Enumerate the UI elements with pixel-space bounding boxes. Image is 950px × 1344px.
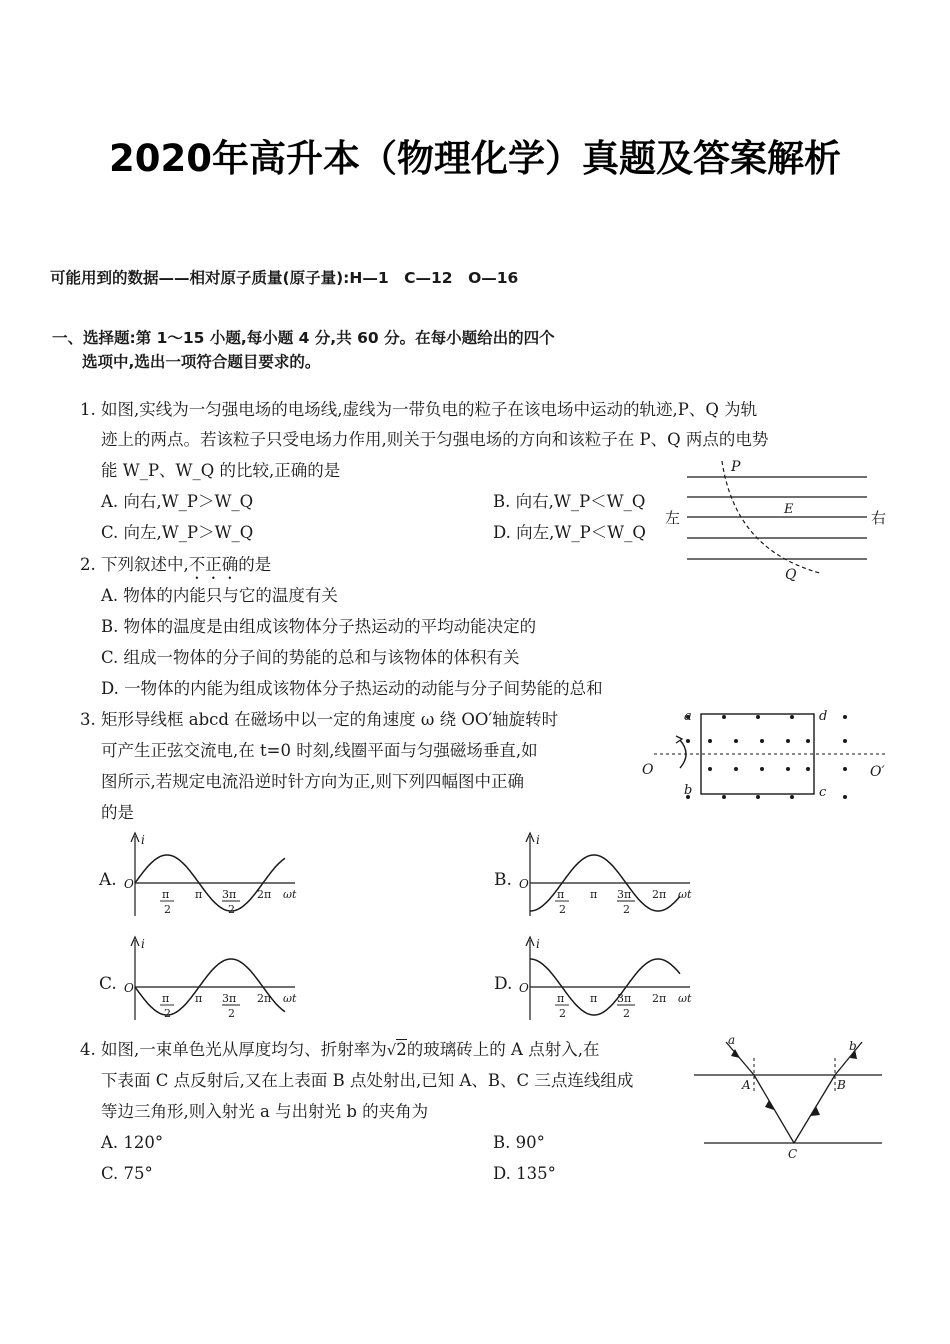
q4-option-d: D. 135° [493,1164,556,1183]
point-q-label: Q [785,567,797,583]
corner-b-label: b [684,783,693,798]
q2-option-d: D. 一物体的内能为组成该物体分子热运动的动能与分子间势能的总和 [101,679,603,698]
tick-three-half-pi-den: 2 [228,903,235,916]
tick-half-pi-den: 2 [164,903,171,916]
axis-o-prime-label: O′ [870,764,885,780]
tick-three-half-pi-den: 2 [623,1007,630,1020]
axis-wt-label: ωt [283,992,297,1005]
q4-stem-line3: 等边三角形,则入射光 a 与出射光 b 的夹角为 [101,1102,429,1121]
tick-three-half-pi-num: 3π [222,992,237,1005]
svg-text:O: O [124,877,134,891]
field-e-label: E [784,502,794,517]
ray-a-label: a [728,1033,736,1047]
tick-three-half-pi-den: 2 [623,903,630,916]
q4-stem-line1: 4. 如图,一束单色光从厚度均匀、折射率为√2的玻璃砖上的 A 点射入,在 [80,1040,600,1059]
tick-three-half-pi-num: 3π [617,992,632,1005]
tick-three-half-pi-num: 3π [617,888,632,901]
axis-o-label: O [642,762,654,778]
q2-option-c: C. 组成一物体的分子间的势能的总和与该物体的体积有关 [101,648,520,667]
tick-half-pi-num: π [557,888,565,901]
q3-stem-line3: 图所示,若规定电流沿逆时针方向为正,则下列四幅图中正确 [101,772,524,791]
emphasis-not-correct: 不正确 [188,555,239,574]
point-c-label: C [788,1147,798,1161]
graph-b [490,828,720,923]
q1-stem-line1: 1. 如图,实线为一匀强电场的电场线,虚线为一带负电的粒子在该电场中运动的轨迹,P、Q 为轨 [80,400,758,419]
q2-option-b: B. 物体的温度是由组成该物体分子热运动的平均动能决定的 [101,617,537,636]
tick-pi: π [195,888,203,901]
corner-d-label: d [819,709,828,724]
sqrt-arg: 2 [396,1040,407,1059]
q1-stem-line3: 能 W_P、W_Q 的比较,正确的是 [101,461,341,480]
axis-wt-label: ωt [678,888,692,901]
q4-option-a: A. 120° [101,1133,164,1152]
tick-half-pi-den: 2 [164,1007,171,1020]
section-heading-line1: 一、选择题:第 1～15 小题,每小题 4 分,共 60 分。在每小题给出的四个 [52,329,555,347]
q1-option-c: C. 向左,W_P＞W_Q [101,523,254,542]
q1-option-d: D. 向左,W_P＜W_Q [493,523,646,542]
page-title: 2020年高升本（物理化学）真题及答案解析 [109,137,841,180]
tick-pi: π [590,992,598,1005]
graph-d [490,932,720,1027]
corner-c-label: c [819,785,827,800]
q2-option-a: A. 物体的内能只与它的温度有关 [101,586,338,605]
corner-a-label: a [684,709,692,724]
svg-text:i: i [141,833,145,847]
q4-glass-figure [690,1030,890,1165]
point-a-label: A [742,1078,751,1092]
sqrt-symbol: √ [386,1041,397,1059]
section-heading-line2: 选项中,选出一项符合题目要求的。 [82,353,321,371]
data-note: 可能用到的数据——相对原子质量(原子量):H—1 C—12 O—16 [50,269,519,287]
tick-three-half-pi-den: 2 [228,1007,235,1020]
svg-text:O: O [519,981,529,995]
q3-stem-line1: 3. 矩形导线框 abcd 在磁场中以一定的角速度 ω 绕 OO′轴旋转时 [80,710,559,729]
q4-stem-line2: 下表面 C 点反射后,又在上表面 B 点处射出,已知 A、B、C 三点连线组成 [101,1071,634,1090]
graph-c [95,932,325,1027]
graph-a-label: A. [99,870,117,890]
ray-b-label: b [849,1039,857,1053]
graph-a [95,828,325,923]
svg-text:i: i [141,937,145,951]
light-path [726,1042,862,1143]
svg-text:O: O [519,877,529,891]
axis-wt-label: ωt [678,992,692,1005]
tick-two-pi: 2π [652,992,667,1005]
graph-d-label: D. [494,974,513,994]
left-label: 左 [665,509,681,527]
axis-wt-label: ωt [283,888,297,901]
q3-stem-line4: 的是 [101,803,134,822]
tick-half-pi-num: π [162,992,170,1005]
tick-half-pi-num: π [162,888,170,901]
tick-half-pi-den: 2 [559,903,566,916]
q4-option-c: C. 75° [101,1164,153,1183]
tick-two-pi: 2π [257,888,272,901]
tick-three-half-pi-num: 3π [222,888,237,901]
q1-electric-field-figure [655,455,895,585]
q3-coil-figure [640,702,890,807]
svg-text:i: i [536,833,540,847]
tick-two-pi: 2π [652,888,667,901]
q3-stem-line2: 可产生正弦交流电,在 t=0 时刻,线圈平面与匀强磁场垂直,如 [101,741,538,760]
q1-stem-line2: 迹上的两点。若该粒子只受电场力作用,则关于匀强电场的方向和该粒子在 P、Q 两点的电势 [101,430,769,449]
q2-stem: 2. 下列叙述中,不正确的是 [80,555,272,574]
right-label: 右 [871,509,887,527]
tick-half-pi-num: π [557,992,565,1005]
tick-pi: π [590,888,598,901]
q4-option-b: B. 90° [493,1133,545,1152]
tick-two-pi: 2π [257,992,272,1005]
tick-half-pi-den: 2 [559,1007,566,1020]
point-b-label: B [837,1078,846,1092]
svg-text:O: O [124,981,134,995]
tick-pi: π [195,992,203,1005]
graph-b-label: B. [494,870,512,890]
point-p-label: P [731,459,741,475]
graph-c-label: C. [99,974,117,994]
q1-option-a: A. 向右,W_P＞W_Q [101,492,254,511]
q1-option-b: B. 向右,W_P＜W_Q [493,492,646,511]
svg-text:i: i [536,937,540,951]
